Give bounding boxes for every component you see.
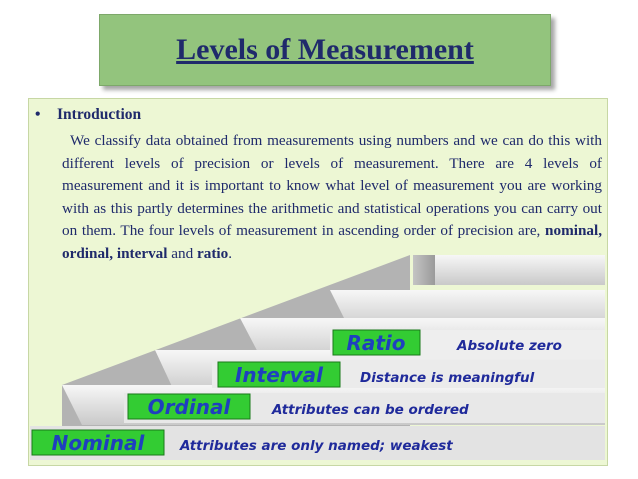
level-ordinal-description: Attributes can be ordered	[272, 402, 469, 418]
stair-step-top-riser	[413, 255, 435, 285]
page-title: Levels of Measurement	[176, 33, 474, 66]
level-ordinal-label: Ordinal	[147, 395, 231, 419]
level-ratio-description: Absolute zero	[457, 338, 562, 354]
level-interval-description: Distance is meaningful	[360, 370, 535, 386]
term-nominal: nominal,	[545, 222, 602, 240]
stair-step-top-tread	[413, 255, 605, 285]
level-nominal-label: Nominal	[51, 431, 145, 455]
level-interval-label: Interval	[234, 363, 324, 387]
term-ratio: ratio	[197, 244, 229, 262]
paragraph-main: We classify data obtained from measurements using numbers and we can do this with different levels of precision or levels of measurement. There are 4 levels of measurement and it is important to know what level of measurement you are working with as this partly determines the arithmetic and statistical operations you can carry out on them. The four levels of measurement in ascending order of precision are,	[62, 132, 602, 240]
paragraph-and: and	[167, 244, 198, 262]
level-ratio-label: Ratio	[346, 331, 406, 355]
term-interval: interval	[116, 244, 168, 262]
paragraph-end: .	[228, 244, 233, 262]
bullet-heading-text: Introduction	[57, 106, 142, 123]
level-nominal-description: Attributes are only named; weakest	[180, 438, 453, 454]
bullet-icon: •	[35, 106, 41, 123]
term-ordinal: ordinal,	[62, 244, 114, 262]
